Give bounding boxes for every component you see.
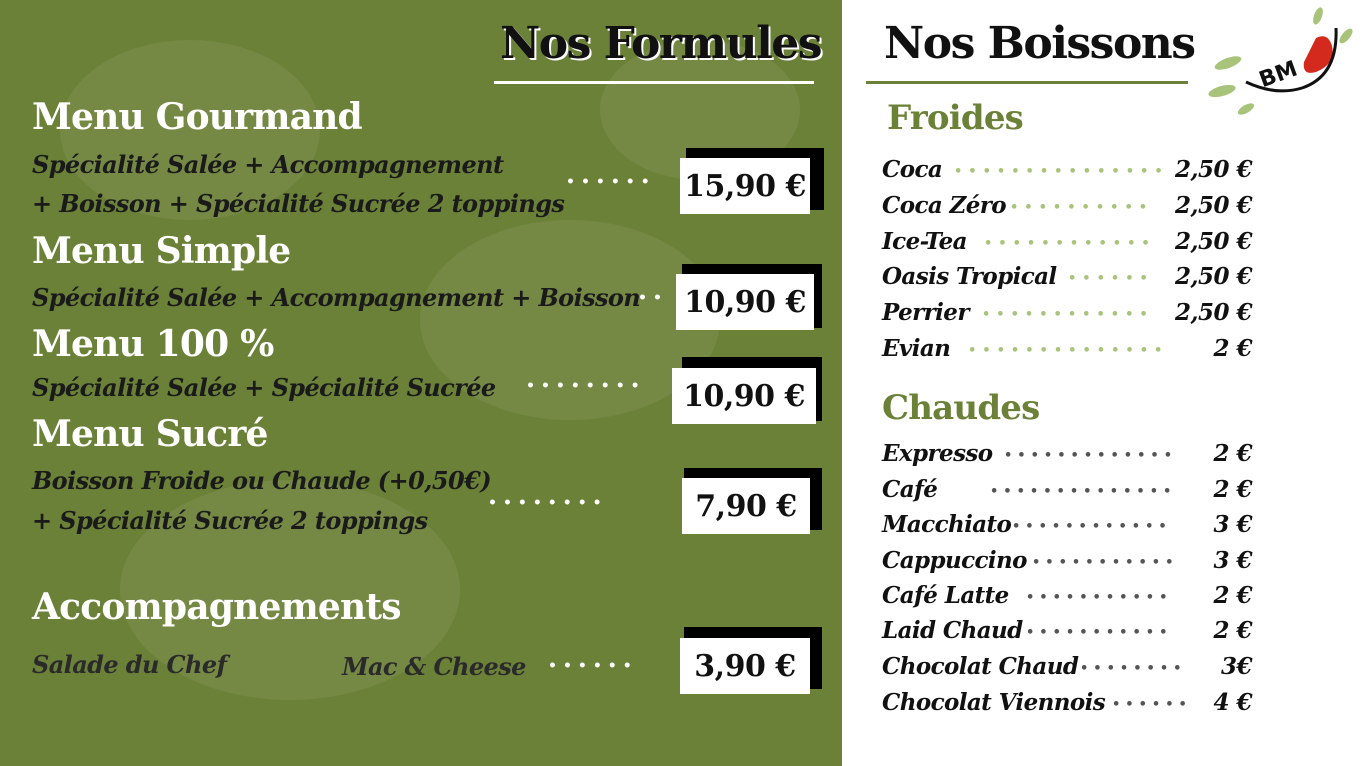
leader-dots: •••••••• [1080, 661, 1187, 676]
drink-price: 2,50 € [1174, 263, 1252, 290]
boissons-title-underline [866, 81, 1188, 84]
leader-dots: ••••••••••• [1032, 555, 1179, 570]
drink-price: 2 € [1213, 335, 1252, 362]
drink-price: 3€ [1220, 653, 1252, 680]
drink-price: 2 € [1213, 617, 1252, 644]
leader-dots: •••••••••••• [1012, 519, 1172, 534]
boissons-title: Nos Boissons [884, 18, 1195, 69]
drink-price: 2 € [1213, 476, 1252, 503]
svg-text:BM: BM [1256, 56, 1301, 94]
menu-name: Menu 100 % [32, 323, 274, 365]
drink-price: 3 € [1213, 511, 1252, 538]
drink-name: Coca [882, 156, 943, 183]
drink-name: Ice-Tea [882, 228, 967, 255]
drink-name: Chocolat Viennois [882, 689, 1106, 716]
menu-description: Boisson Froide ou Chaude (+0,50€) [32, 466, 491, 495]
drink-name: Laid Chaud [882, 617, 1023, 644]
drink-name: Cappuccino [882, 547, 1027, 574]
drink-name: Macchiato [882, 511, 1012, 538]
drink-price: 2 € [1213, 440, 1252, 467]
drink-name: Expresso [882, 440, 993, 467]
formules-title: Nos Formules [500, 18, 822, 69]
menu-price: 7,90 € [682, 478, 810, 534]
leader-dots: •••••• [566, 174, 656, 190]
drink-price: 2 € [1213, 582, 1252, 609]
bm-logo-icon [1206, 6, 1366, 122]
side-item: Mac & Cheese [342, 652, 526, 681]
boissons-panel [842, 0, 1367, 766]
leader-dots: ••••••••••••••• [954, 164, 1169, 179]
accompagnements-title: Accompagnements [32, 586, 401, 628]
menu-description: + Boisson + Spécialité Sucrée 2 toppings [32, 189, 565, 218]
leader-dots: •••••••••••• [982, 307, 1154, 322]
leader-dots: ••••••••••••• [1004, 448, 1178, 463]
leader-dots: •••••••••••••• [968, 343, 1169, 358]
drink-price: 3 € [1213, 547, 1252, 574]
drink-price: 2,50 € [1174, 228, 1252, 255]
menu-name: Menu Sucré [32, 413, 268, 455]
drink-price: 2,50 € [1174, 156, 1252, 183]
drink-price: 4 € [1213, 689, 1252, 716]
category-chaudes: Chaudes [882, 388, 1040, 428]
menu-price: 10,90 € [672, 368, 816, 424]
menu-description: + Spécialité Sucrée 2 toppings [32, 506, 428, 535]
drink-name: Perrier [882, 299, 969, 326]
leader-dots: •••••••• [488, 495, 608, 511]
leader-dots: •••••• [1068, 271, 1154, 286]
leader-dots: •••••• [1112, 697, 1192, 712]
drink-name: Chocolat Chaud [882, 653, 1079, 680]
menu-description: Spécialité Salée + Accompagnement + Boisson [32, 283, 641, 312]
menu-price: 10,90 € [676, 274, 814, 330]
drink-name: Oasis Tropical [882, 263, 1057, 290]
leader-dots: •••••••••••••• [990, 484, 1177, 499]
side-item: Salade du Chef [32, 650, 227, 679]
leader-dots: •••••••• [526, 378, 646, 394]
menu-description: Spécialité Salée + Accompagnement [32, 150, 504, 179]
side-price: 3,90 € [680, 638, 810, 694]
category-froides: Froides [887, 98, 1023, 138]
drink-price: 2,50 € [1174, 299, 1252, 326]
leader-dots: •••••••••••• [984, 236, 1156, 251]
formules-title-underline [494, 81, 814, 84]
menu-name: Menu Simple [32, 230, 291, 272]
leader-dots: •••••• [548, 658, 638, 674]
drink-name: Evian [882, 335, 951, 362]
leader-dots: ••••••••••• [1026, 590, 1173, 605]
leader-dots: ••••••••••• [1026, 625, 1173, 640]
drink-price: 2,50 € [1174, 192, 1252, 219]
menu-price: 15,90 € [680, 158, 810, 214]
leader-dots: •• [638, 290, 668, 306]
drink-name: Café Latte [882, 582, 1009, 609]
menu-name: Menu Gourmand [32, 96, 362, 138]
drink-name: Coca Zéro [882, 192, 1007, 219]
leader-dots: •••••••••• [1010, 200, 1154, 215]
drink-name: Café [882, 476, 938, 503]
menu-description: Spécialité Salée + Spécialité Sucrée [32, 373, 496, 402]
